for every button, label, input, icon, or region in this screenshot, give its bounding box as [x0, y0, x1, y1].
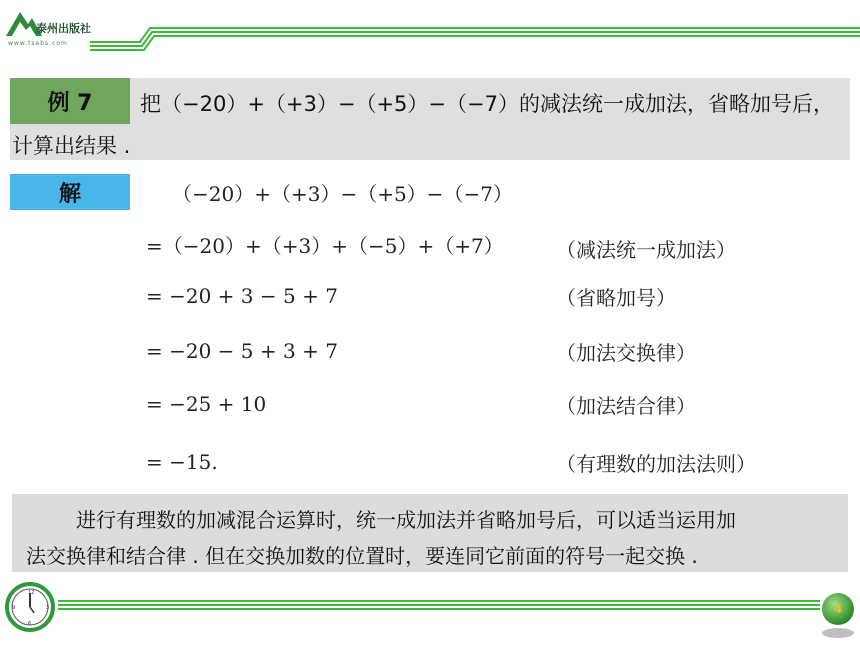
- solution-step: = −25 + 10: [146, 392, 267, 416]
- clock-icon: [4, 579, 56, 635]
- step-reason: （有理数的加法法则）: [556, 452, 756, 476]
- logo-text: 泰州出版社: [36, 22, 91, 35]
- solution-step: =（−20）+（+3）+（−5）+（+7）: [146, 234, 504, 258]
- example-banner: [10, 78, 850, 160]
- solution-step: = −15.: [146, 450, 218, 474]
- step-reason: （加法结合律）: [556, 394, 696, 418]
- svg-text:9: 9: [12, 605, 16, 611]
- example-question-line2: 计算出结果 .: [12, 134, 131, 158]
- example-label: 例 7: [10, 78, 130, 124]
- summary-line1: 进行有理数的加减混合运算时，统一成加法并省略加号后，可以适当运用加: [76, 508, 736, 532]
- header-decoration: [0, 0, 860, 56]
- solution-step: （−20）+（+3）−（+5）−（−7）: [172, 182, 513, 206]
- footer-decoration: [0, 575, 860, 645]
- svg-text:12: 12: [28, 590, 35, 596]
- example-question-line1: 把（−20）+（+3）−（+5）−（−7）的减法统一成加法，省略加号后，: [140, 92, 834, 116]
- footer: [0, 575, 860, 645]
- solution-step: = −20 + 3 − 5 + 7: [146, 284, 338, 308]
- solution-label: 解: [10, 174, 130, 210]
- svg-text:6: 6: [28, 621, 32, 627]
- page-number-badge: [822, 593, 854, 625]
- svg-text:3: 3: [46, 605, 50, 611]
- step-reason: （减法统一成加法）: [556, 238, 736, 262]
- page-number: 4: [833, 602, 843, 616]
- summary-box: [12, 494, 848, 572]
- step-reason: （省略加号）: [556, 286, 676, 310]
- logo-url: www.tsebs.com: [8, 40, 68, 47]
- summary-line2: 法交换律和结合律 . 但在交换加数的位置时，要连同它前面的符号一起交换 .: [26, 544, 698, 568]
- step-reason: （加法交换律）: [556, 341, 696, 365]
- solution-step: = −20 − 5 + 3 + 7: [146, 339, 338, 363]
- header: [0, 0, 860, 56]
